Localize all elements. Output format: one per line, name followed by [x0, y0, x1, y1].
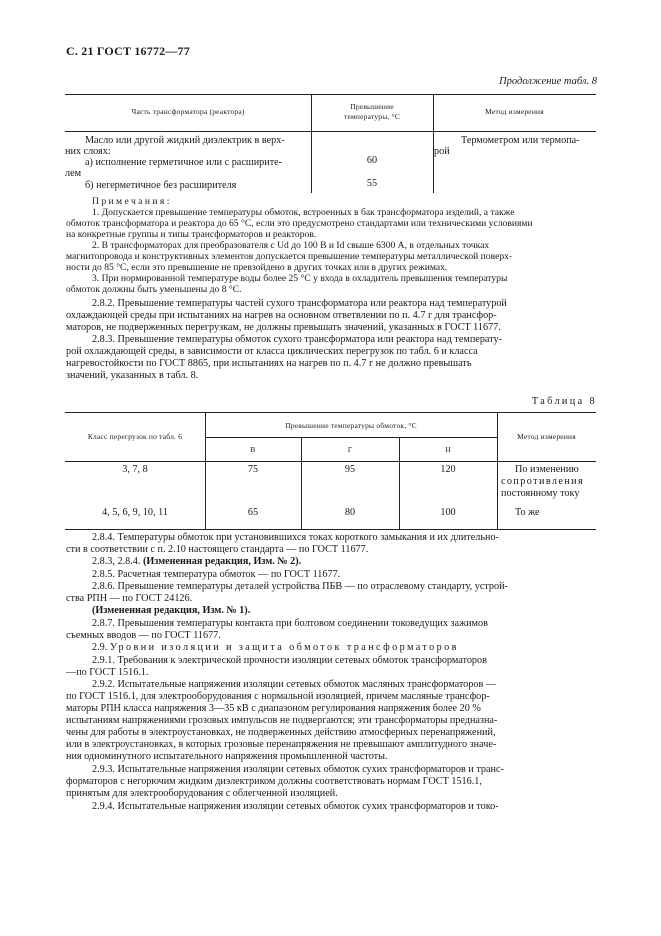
table8-row1-class: 3, 7, 8 — [122, 464, 148, 475]
table8-row1-g: 95 — [344, 464, 356, 475]
para-287-line1: 2.8.7. Превышения температуры контакта при болтовом соединении токоведущих зажимов — [92, 618, 488, 629]
table8-row1-method1: По изменению — [515, 464, 579, 475]
table-subheader-divider — [205, 437, 497, 438]
row-a-line1: а) исполнение герметичное или с расширите- — [85, 157, 283, 168]
table8-subheader-g: Г — [347, 445, 353, 454]
para-292-line1: 2.9.2. Испытательные напряжения изоляции сетевых обмоток масляных трансформаторов — — [92, 679, 496, 690]
section-29-num: 2.9. — [92, 642, 108, 653]
col-rise-header-2: температуры, °С — [343, 112, 401, 121]
note-3-line1: 3. При нормированной температуре воды более 25 °С у входа в охладитель превышения температуры — [92, 273, 508, 284]
table-header-divider — [65, 131, 596, 132]
temperature-table — [65, 94, 596, 193]
para-286-line1: 2.8.6. Превышение температуры деталей устройства ПБВ — по отраслевому стандарту, устрой- — [92, 581, 508, 592]
note-2-line2: магнитопровода и конструктивных элементов допускается превышение температуры металлической поверх- — [66, 251, 513, 262]
table-column-divider — [497, 413, 498, 529]
table8-row1-b: 75 — [247, 464, 259, 475]
para-284-line1: 2.8.4. Температуры обмоток при установившихся токах короткого замыкания и их длительно- — [92, 532, 499, 543]
para-283-line1: 2.8.3. Превышение температуры обмоток сухого трансформатора или реактора над температу- — [92, 334, 502, 345]
section-29-title: Уровни изоляции и защита обмоток трансформаторов — [109, 642, 459, 653]
col-method-header: Метод измерения — [485, 107, 544, 116]
table8-row2-g: 80 — [344, 507, 356, 518]
note-1-line3: на конкретные группы и типы трансформаторов и реакторов. — [66, 229, 317, 240]
table8-row1-method2: сопротивления — [501, 476, 585, 487]
amend-2-nums: 2.8.3, 2.8.4. — [92, 556, 141, 567]
para-282-line2: охлаждающей среды при испытаниях на нагрев на основном ответвлении по п. 4.7 г для трансфор- — [66, 310, 497, 321]
para-294-line1: 2.9.4. Испытательные напряжения изоляции сетевых обмоток сухих трансформаторов и токо- — [92, 801, 499, 812]
para-282-line3: маторов, не подверженных перегрузкам, не должны превышать значений, указанных в ГОСТ 11677. — [66, 322, 501, 333]
note-1-line1: 1. Допускается превышение температуры обмоток, встроенных в бак трансформатора изделий, а также — [92, 207, 515, 218]
para-292-line2: по ГОСТ 1516.1, для электрооборудования с нормальной изоляцией, причем масляные трансфор- — [66, 691, 490, 702]
table-header-divider — [65, 461, 596, 462]
para-283-line4: значений, указанных в табл. 8. — [66, 370, 199, 381]
table8-caption: Таблица 8 — [531, 396, 597, 407]
para-285: 2.8.5. Расчетная температура обмоток — по ГОСТ 11677. — [92, 569, 341, 580]
para-291-line1: 2.9.1. Требования к электрической прочности изоляции сетевых обмоток трансформаторов — [92, 655, 487, 666]
para-283-line2: рой охлаждающей среды, в зависимости от класса циклических перегрузок по табл. 6 и класса — [66, 346, 478, 357]
row-a-line2: лем — [65, 168, 82, 179]
table8-subheader-b: В — [250, 445, 256, 454]
table8-row2-class: 4, 5, 6, 9, 10, 11 — [102, 507, 168, 518]
para-292-line5: чены для работы в электроустановках, не подверженных действию атмосферных перенапряжений, — [66, 727, 496, 738]
para-292-line6: или в электроустановках, в которых грозовые перенапряжения не превышают амплитудного значе- — [66, 739, 497, 750]
para-293-line3: принятым для электрооборудования с облегченной изоляцией. — [66, 788, 338, 799]
para-291-line2: —по ГОСТ 1516.1. — [66, 667, 149, 678]
para-292-line4: испытаниям напряжениями грозовых импульсов не подвергаются; эти трансформаторы предназна- — [66, 715, 498, 726]
table8-row1-method3: постоянному току — [501, 488, 580, 499]
para-amend-2 — [92, 556, 301, 568]
table8-row1-n: 120 — [440, 464, 456, 475]
table-continuation-label: Продолжение табл. 8 — [499, 76, 597, 87]
page-header: С. 21 ГОСТ 16772—77 — [66, 44, 190, 58]
para-286-line2: ства РПН — по ГОСТ 24126. — [66, 593, 193, 604]
note-2-line1: 2. В трансформаторах для преобразователя с Ud до 100 В и Id свыше 6300 А, в отдельных точках — [92, 240, 490, 251]
row-a-value: 60 — [366, 155, 378, 166]
row-b: б) негерметичное без расширителя — [85, 180, 237, 191]
table8-method-header: Метод измерения — [517, 432, 576, 441]
table8-row2-b: 65 — [247, 507, 259, 518]
method-line1: Термометром или термопа- — [461, 135, 580, 146]
table8 — [65, 412, 596, 530]
table8-subheader-n: Н — [445, 445, 451, 454]
row-b-value: 55 — [366, 178, 378, 189]
para-287-line2: съемных вводов — по ГОСТ 11677. — [66, 630, 221, 641]
note-1-line2: обмоток трансформатора и реактора до 65 °С, если это предусмотрено стандартами или техническими условиями — [66, 218, 533, 229]
note-2-line3: ности до 85 °С, если это превышение не превзойдено в других точках или в других режимах. — [66, 262, 448, 273]
para-282-line1: 2.8.2. Превышение температуры частей сухого трансформатора или реактора над температурой — [92, 298, 507, 309]
para-292-line3: маторы РПН класса напряжения 3—35 кВ с диапазоном регулирования напряжения более 20 % — [66, 703, 481, 714]
para-293-line1: 2.9.3. Испытательные напряжения изоляции сетевых обмоток сухих трансформаторов и транс- — [92, 764, 504, 775]
method-line2: рой — [434, 146, 450, 157]
amend-2-note: (Измененная редакция, Изм. № 2). — [142, 556, 302, 567]
note-3-line2: обмоток должны быть уменьшены до 8 °С. — [66, 284, 242, 295]
table8-class-header: Класс перегрузок по табл. 6 — [87, 432, 183, 441]
para-284-line2: сти в соответствии с п. 2.10 настоящего стандарта — по ГОСТ 11677. — [66, 544, 369, 555]
table8-row2-method: То же — [515, 507, 540, 518]
para-amend-1: (Измененная редакция, Изм. № 1). — [92, 605, 251, 616]
row-oil-line2: них слоях: — [65, 146, 111, 157]
para-293-line2: форматоров с негорючим жидким диэлектриком должны соответствовать нормам ГОСТ 1516.1, — [66, 776, 482, 787]
para-283-line3: нагревостойкости по ГОСТ 8865, при испытаниях на нагрев по п. 4.7 г не должно превышать — [66, 358, 472, 369]
row-oil-line1: Масло или другой жидкий диэлектрик в верх- — [85, 135, 285, 146]
table8-row2-n: 100 — [440, 507, 456, 518]
table8-group-header: Превышение температуры обмоток, °С — [285, 421, 417, 430]
para-292-line7: ния одноминутного испытательного напряжения промышленной частоты. — [66, 751, 388, 762]
notes-title: Примечания: — [92, 196, 172, 207]
col-part-header: Часть трансформатора (реактора) — [131, 107, 245, 116]
col-rise-header-1: Превышение — [350, 102, 394, 111]
section-29-heading — [92, 642, 459, 654]
